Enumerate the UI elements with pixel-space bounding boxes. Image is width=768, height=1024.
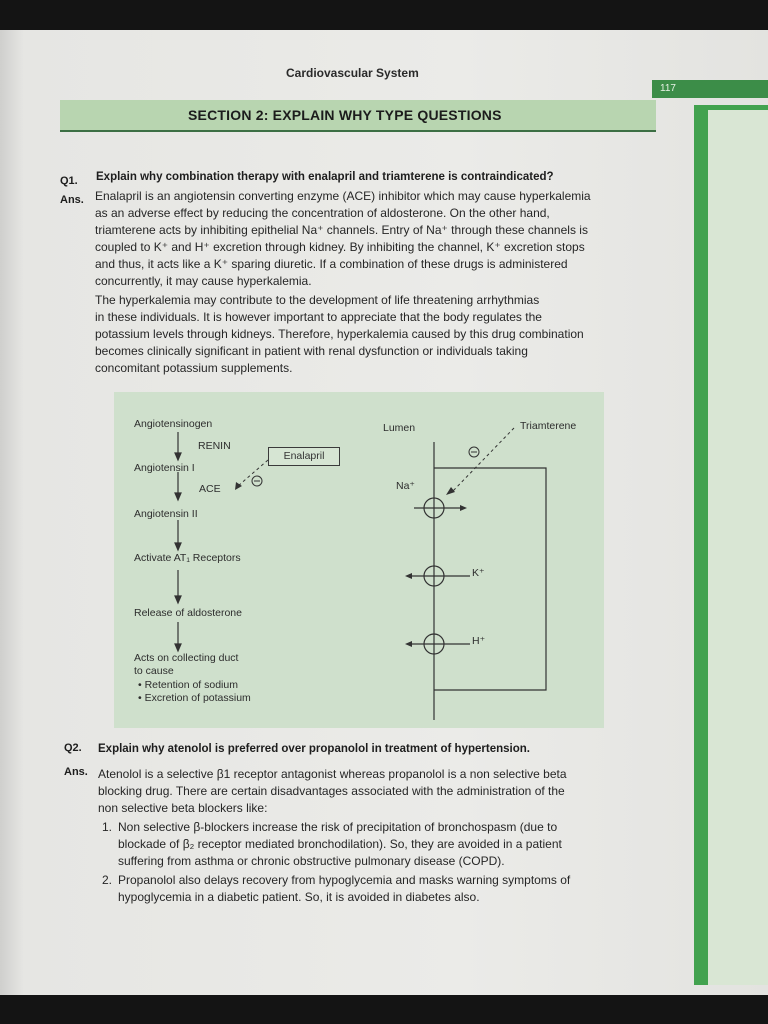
q1-answer-line: triamterene acts by inhibiting epithelial Na⁺ channels. Entry of Na⁺ through these channels is	[95, 223, 588, 237]
section-title: SECTION 2: EXPLAIN WHY TYPE QUESTIONS	[188, 107, 502, 123]
q1-answer-line: coupled to K⁺ and H⁺ excretion through kidney. By inhibiting the channel, K⁺ excretion stops	[95, 240, 585, 254]
lumen-label: Lumen	[383, 422, 416, 434]
q1-answer-line: concomitant potassium supplements.	[95, 361, 293, 375]
q1-answer-line: in these individuals. It is however important to appreciate that the body regulates the	[95, 310, 542, 324]
chapter-title: Cardiovascular System	[286, 66, 419, 80]
excretion-potassium-bullet: • Excretion of potassium	[138, 692, 251, 704]
list-item-number: 2.	[102, 873, 113, 887]
q1-answer-line: concurrently, it may cause hyperkalemia.	[95, 274, 312, 288]
book-page	[0, 30, 768, 995]
release-aldosterone-label: Release of aldosterone	[134, 607, 242, 619]
list-item-line: Propanolol also delays recovery from hypoglycemia and masks warning symptoms of	[118, 873, 571, 887]
retention-sodium-bullet: • Retention of sodium	[138, 679, 238, 691]
angiotensin-2-label: Angiotensin II	[134, 508, 198, 520]
ace-label: ACE	[199, 483, 221, 495]
q2-intro-line: blocking drug. There are certain disadvantages associated with the administration of the	[98, 784, 565, 798]
enalapril-box: Enalapril	[268, 447, 340, 466]
acts-on-duct-label: Acts on collecting duct	[134, 652, 239, 664]
angiotensin-1-label: Angiotensin I	[134, 462, 195, 474]
q1-answer-line: The hyperkalemia may contribute to the development of life threatening arrhythmias	[95, 293, 540, 307]
activate-receptors-label: Activate AT₁ Receptors	[134, 552, 241, 564]
page-number: 117	[652, 80, 768, 98]
q1-answer-line: Enalapril is an angiotensin converting enzyme (ACE) inhibitor which may cause hyperkalemia	[95, 189, 591, 203]
q1-answer-line: as an adverse effect by reducing the concentration of aldosterone. On the other hand,	[95, 206, 550, 220]
list-item-line: hypoglycemia in a diabetic patient. So, it is avoided in diabetes also.	[118, 890, 480, 904]
sodium-ion-label: Na⁺	[396, 480, 415, 492]
list-item-line: suffering from asthma or chronic obstructive pulmonary disease (COPD).	[118, 854, 505, 868]
list-item-number: 1.	[102, 820, 113, 834]
hydrogen-ion-label: H⁺	[472, 635, 486, 647]
potassium-ion-label: K⁺	[472, 567, 485, 579]
q2-answer-label: Ans.	[64, 766, 88, 778]
list-item-line: Non selective β-blockers increase the risk of precipitation of bronchospasm (due to	[118, 820, 558, 834]
q1-answer-line: and thus, it acts like a K⁺ sparing diuretic. If a combination of these drugs is administered	[95, 257, 568, 271]
list-item-line: blockade of β₂ receptor mediated bronchodilation). So, they are avoided in a patient	[118, 837, 562, 851]
q2-intro-line: Atenolol is a selective β1 receptor antagonist whereas propanolol is a non selective beta	[98, 767, 567, 781]
q1-answer-line: becomes clinically significant in patient with renal dysfunction or individuals taking	[95, 344, 528, 358]
angiotensinogen-label: Angiotensinogen	[134, 418, 213, 430]
q2-question: Explain why atenolol is preferred over propanolol in treatment of hypertension.	[98, 743, 530, 755]
q1-answer-label: Ans.	[60, 194, 84, 206]
triamterene-label: Triamterene	[520, 420, 577, 432]
q2-intro-line: non selective beta blockers like:	[98, 801, 268, 815]
q1-label: Q1.	[60, 175, 78, 187]
q1-question: Explain why combination therapy with enalapril and triamterene is contraindicated?	[96, 171, 554, 183]
q1-answer-line: potassium levels through kidneys. Therefore, hyperkalemia caused by this drug combination	[95, 327, 584, 341]
renin-label: RENIN	[198, 440, 231, 452]
to-cause-label: to cause	[134, 665, 174, 677]
q2-label: Q2.	[64, 742, 82, 754]
